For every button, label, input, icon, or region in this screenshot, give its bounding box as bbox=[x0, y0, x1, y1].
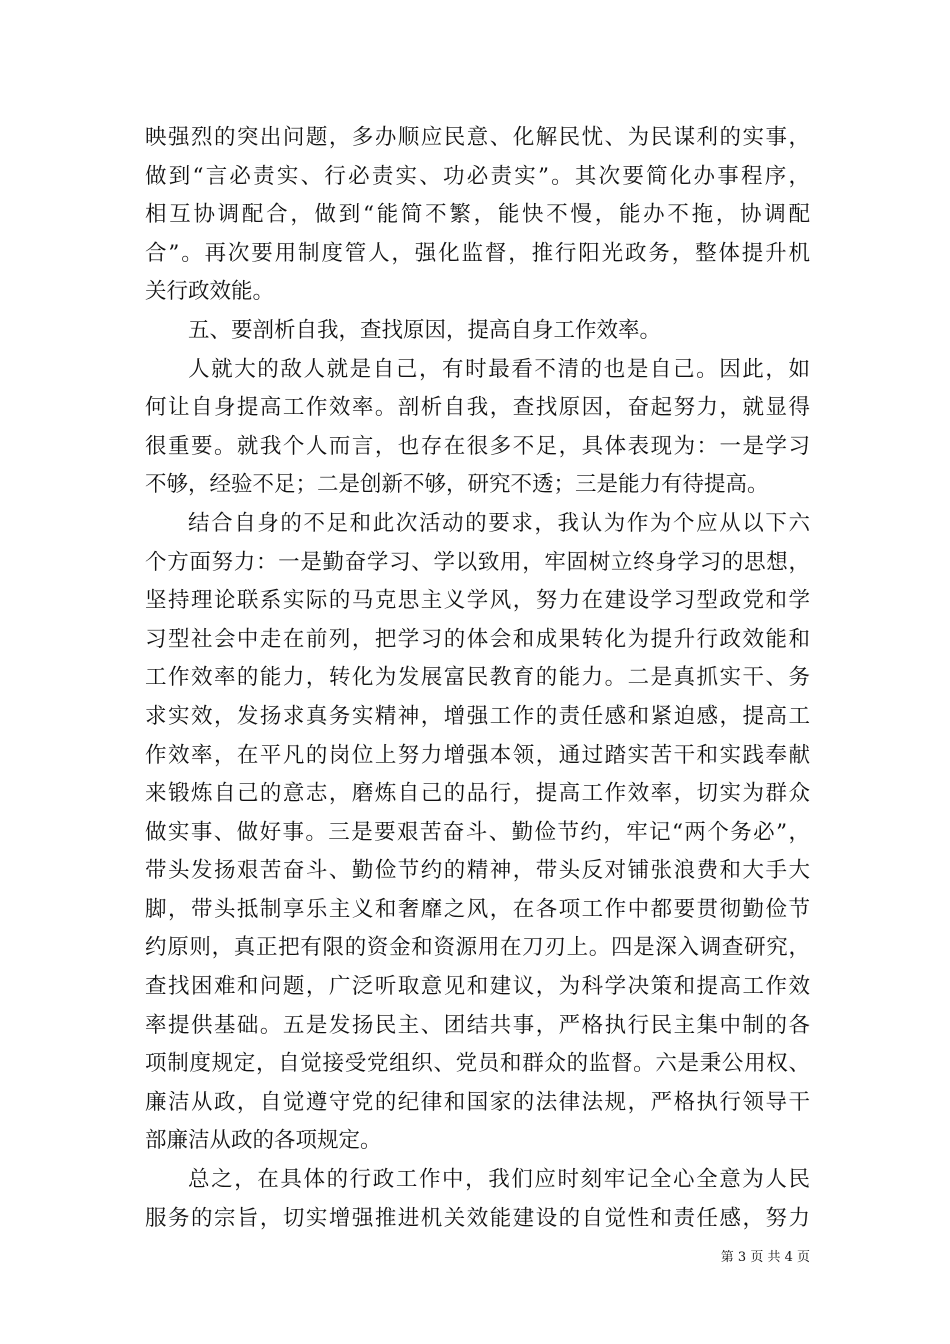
text-line: 工作效率的能力，转化为发展富民教育的能力。二是真抓实干、务 bbox=[145, 665, 810, 691]
text-line: 廉洁从政，自觉遵守党的纪律和国家的法律法规，严格执行领导干 bbox=[145, 1089, 810, 1115]
text-line: 率提供基础。五是发扬民主、团结共事，严格执行民主集中制的各 bbox=[145, 1012, 810, 1038]
text-line: 人就大的敌人就是自己，有时最看不清的也是自己。因此，如 bbox=[188, 356, 810, 382]
text-line: 部廉洁从政的各项规定。 bbox=[145, 1128, 382, 1154]
text-line: 作效率，在平凡的岗位上努力增强本领，通过踏实苦干和实践奉献 bbox=[145, 742, 810, 768]
body-text bbox=[145, 119, 810, 1238]
text-line: 来锻炼自己的意志，磨炼自己的品行，提高工作效率，切实为群众 bbox=[145, 781, 810, 807]
text-line: 做到“言必责实、行必责实、功必责实”。其次要简化办事程序， bbox=[145, 163, 810, 189]
text-line: 很重要。就我个人而言，也存在很多不足，具体表现为：一是学习 bbox=[145, 433, 810, 459]
text-line: 做实事、做好事。三是要艰苦奋斗、勤俭节约，牢记“两个务必”， bbox=[145, 819, 810, 845]
text-line: 带头发扬艰苦奋斗、勤俭节约的精神，带头反对铺张浪费和大手大 bbox=[145, 858, 810, 884]
text-line: 约原则，真正把有限的资金和资源用在刀刃上。四是深入调查研究， bbox=[145, 935, 810, 961]
text-line: 项制度规定，自觉接受党组织、党员和群众的监督。六是秉公用权、 bbox=[145, 1051, 810, 1077]
text-line: 总之，在具体的行政工作中，我们应时刻牢记全心全意为人民 bbox=[188, 1167, 810, 1193]
text-line: 脚，带头抵制享乐主义和奢靡之风，在各项工作中都要贯彻勤俭节 bbox=[145, 896, 810, 922]
section-heading: 五、要剖析自我，查找原因，提高自身工作效率。 bbox=[188, 317, 662, 343]
text-line: 求实效，发扬求真务实精神，增强工作的责任感和紧迫感，提高工 bbox=[145, 703, 810, 729]
text-line: 映强烈的突出问题，多办顺应民意、化解民忧、为民谋利的实事， bbox=[145, 125, 810, 150]
text-line: 习型社会中走在前列，把学习的体会和成果转化为提升行政效能和 bbox=[145, 626, 810, 652]
text-line: 何让自身提高工作效率。剖析自我，查找原因，奋起努力，就显得 bbox=[145, 395, 810, 421]
text-line: 查找困难和问题，广泛听取意见和建议，为科学决策和提高工作效 bbox=[145, 974, 810, 1000]
text-line: 结合自身的不足和此次活动的要求，我认为作为个应从以下六 bbox=[188, 510, 810, 536]
text-line: 个方面努力：一是勤奋学习、学以致用，牢固树立终身学习的思想， bbox=[145, 549, 810, 575]
text-line: 关行政效能。 bbox=[145, 279, 275, 305]
text-line: 坚持理论联系实际的马克思主义学风，努力在建设学习型政党和学 bbox=[145, 588, 810, 614]
text-line: 合”。再次要用制度管人，强化监督，推行阳光政务，整体提升机 bbox=[145, 240, 810, 266]
text-line: 相互协调配合，做到“能简不繁，能快不慢，能办不拖，协调配 bbox=[145, 202, 810, 228]
page-number: 第 3 页 共 4 页 bbox=[720, 1250, 810, 1265]
text-line: 不够，经验不足；二是创新不够，研究不透；三是能力有待提高。 bbox=[145, 472, 769, 498]
text-line: 服务的宗旨，切实增强推进机关效能建设的自觉性和责任感，努力 bbox=[145, 1205, 810, 1231]
